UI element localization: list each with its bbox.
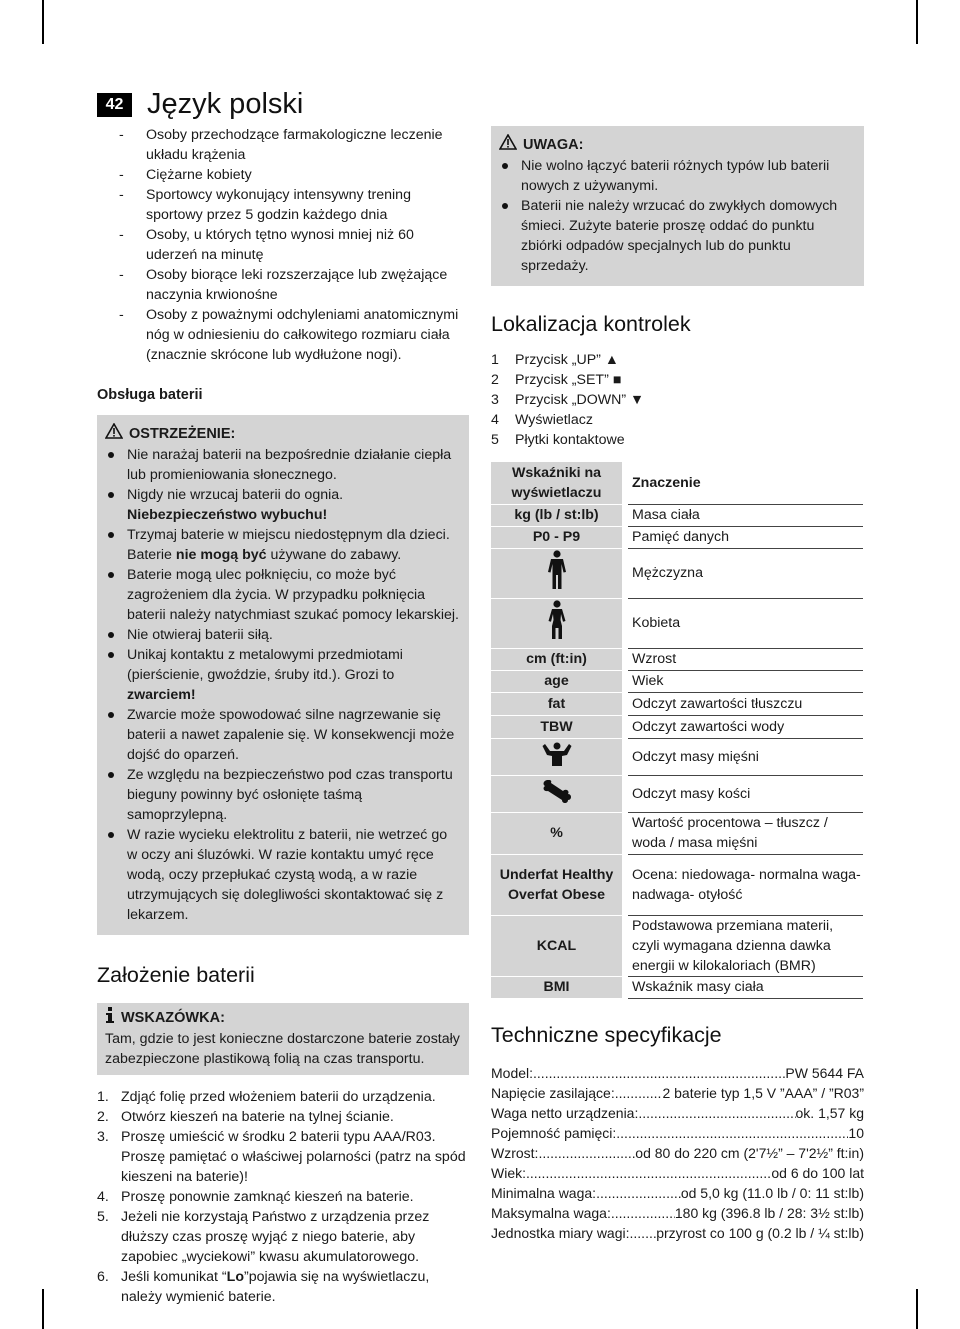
spec-label: Model:: [491, 1064, 534, 1081]
table-header: [491, 462, 863, 504]
spec-label: Wzrost:: [491, 1144, 539, 1161]
meaning-cell: Wiek: [625, 670, 863, 692]
table-row: [491, 504, 863, 526]
list-item: 2. Otwórz kieszeń na baterie na tylnej ścianie.: [97, 1109, 394, 1125]
crop-mark: [42, 1289, 44, 1329]
spec-row: [491, 1203, 864, 1223]
list-item: Nigdy nie wrzucaj baterii do ognia. Niebezpieczeństwo wybuchu!: [105, 485, 461, 525]
indicator-cell: BMI: [491, 976, 625, 998]
list-item: W razie wycieku elektrolitu z baterii, nie wetrzeć go w oczy ani śluzówki. W razie kontaktu umyć ręce wodą, oczy przepłukać czystą wodą, a w razie utrzymujących się dolegliwości skontaktować się z lekarzem.: [105, 825, 461, 925]
spec-row: [491, 1223, 864, 1243]
specs-list: [491, 1063, 864, 1243]
list-item: 3 Przycisk „DOWN” ▼: [491, 392, 645, 408]
list-item: Trzymaj baterie w miejscu niedostępnym dla dzieci. Baterie nie mogą być używane do zabawy.: [105, 525, 461, 565]
spec-label: Napięcie zasilające:: [491, 1084, 615, 1101]
list-item: 1 Przycisk „UP” ▲: [491, 352, 619, 368]
table-row: [491, 854, 863, 915]
crop-mark: [42, 0, 44, 44]
list-item: Ze względu na bezpieczeństwo pod czas transportu bieguny powinny być osłonięte taśmą samoprzylepną.: [105, 765, 461, 825]
table-body: [491, 504, 863, 998]
list-item: - Osoby, u których tętno wynosi mniej niż 60 uderzeń na minutę: [97, 225, 469, 265]
list-item: 6. Jeśli komunikat “Lo”pojawia się na wyświetlaczu, należy wymienić baterie.: [97, 1269, 430, 1305]
hint-title-row: [105, 1007, 461, 1029]
table-row: [491, 526, 863, 548]
table-row: [491, 915, 863, 976]
controls-list: [491, 350, 864, 450]
spec-label: Minimalna waga:: [491, 1184, 597, 1201]
spec-row: [491, 1103, 864, 1123]
spec-value: PW 5644 FA: [785, 1064, 864, 1081]
spec-value: przyrost co 100 g (0.2 lb / ¼ st:lb): [656, 1224, 864, 1241]
list-item: 2 Przycisk „SET” ■: [491, 372, 622, 388]
list-item: - Osoby z poważnymi odchyleniami anatomicznymi nóg w odniesieniu do całkowitego rozmiaru ciała (znacznie skrócone lub wydłużone nogi).: [97, 305, 469, 365]
warning-box: [97, 415, 469, 935]
meaning-cell: Odczyt zawartości wody: [625, 715, 863, 738]
spec-row: [491, 1063, 864, 1083]
meaning-cell: Odczyt masy kości: [625, 775, 863, 812]
meaning-cell: Ocena: niedowaga- normalna waga- nadwaga- otyłość: [625, 854, 863, 915]
spec-label: Jednostka miary wagi:: [491, 1224, 630, 1241]
hint-text: Tam, gdzie to jest konieczne dostarczone baterie zostały zabezpieczone plastikową folią na czas transportu.: [105, 1031, 460, 1067]
female-figure-icon: [546, 628, 568, 644]
left-column: [97, 125, 469, 1307]
crop-mark: [916, 0, 918, 44]
list-item: Nie narażaj baterii na bezpośrednie działanie ciepła lub promieniowania słonecznego.: [105, 445, 461, 485]
crop-mark: [916, 1289, 918, 1329]
spec-leader-dots: [526, 1163, 771, 1183]
list-item: - Osoby przechodzące farmakologiczne leczenie układu krążenia: [97, 125, 469, 165]
warning-triangle-icon: [105, 423, 123, 445]
indicator-cell: [491, 738, 625, 775]
table-row: [491, 670, 863, 692]
meaning-cell: Wskaźnik masy ciała: [625, 976, 863, 998]
indicator-cell: [491, 548, 625, 598]
table-row: [491, 976, 863, 998]
table-header-cell: Znaczenie: [625, 462, 863, 504]
specs-heading: Techniczne specyfikacje: [491, 1022, 722, 1047]
indicator-cell: KCAL: [491, 915, 625, 976]
list-item: Nie wolno łączyć baterii różnych typów lub baterii nowych z używanymi.: [499, 156, 856, 196]
list-item: 5 Płytki kontaktowe: [491, 432, 625, 448]
muscle-icon: [542, 755, 572, 771]
spec-leader-dots: [630, 1223, 657, 1243]
hint-title: WSKAZÓWKA:: [121, 1010, 225, 1026]
list-item: - Sportowcy wykonujący intensywny trening sportowy przez 5 godzin każdego dnia: [97, 185, 469, 225]
table-row: [491, 812, 863, 854]
page-number: 42: [97, 93, 132, 117]
list-item: - Osoby biorące leki rozszerzające lub zwężające naczynia krwionośne: [97, 265, 469, 305]
table-row: [491, 598, 863, 648]
info-icon: [105, 1007, 115, 1029]
meaning-cell: Mężczyzna: [625, 548, 863, 598]
male-figure-icon: [546, 578, 568, 594]
list-item: 1. Zdjąć folię przed włożeniem baterii do urządzenia.: [97, 1089, 436, 1105]
spec-label: Wiek:: [491, 1164, 526, 1181]
controls-heading: Lokalizacja kontrolek: [491, 312, 691, 336]
table-row: [491, 692, 863, 715]
meaning-cell: Wartość procentowa – tłuszcz / woda / masa mięśni: [625, 812, 863, 854]
spec-label: Pojemność pamięci:: [491, 1124, 617, 1141]
table-row: [491, 775, 863, 812]
right-column: [491, 126, 864, 1243]
indicator-cell: TBW: [491, 715, 625, 738]
warning-list: [105, 445, 461, 925]
spec-value: od 6 do 100 lat: [771, 1164, 864, 1181]
spec-label: Waga netto urządzenia:: [491, 1104, 639, 1121]
indicator-cell: [491, 775, 625, 812]
indicator-cell: %: [491, 812, 625, 854]
list-item: 4. Proszę ponownie zamknąć kieszeń na baterie.: [97, 1189, 414, 1205]
bone-icon: [542, 792, 572, 808]
indicator-cell: P0 - P9: [491, 526, 625, 548]
list-item: Baterie mogą ulec połknięciu, co może być zagrożeniem dla życia. W przypadku połknięcia baterii należy natychmiast szukać pomocy lekarskiej.: [105, 565, 461, 625]
spec-leader-dots: [538, 1143, 635, 1163]
indicator-cell: kg (lb / st:lb): [491, 504, 625, 526]
indicator-cell: age: [491, 670, 625, 692]
spec-value: 10: [848, 1124, 864, 1141]
meaning-cell: Kobieta: [625, 598, 863, 648]
warning-title-row: [105, 423, 461, 445]
spec-leader-dots: [615, 1083, 663, 1103]
spec-leader-dots: [638, 1103, 795, 1123]
spec-row: [491, 1083, 864, 1103]
list-item: Zwarcie może spowodować silne nagrzewanie się baterii a nawet zapalenie się. W konsekwencji może dojść do oparzeń.: [105, 705, 461, 765]
spec-label: Maksymalna waga:: [491, 1204, 611, 1221]
caution-box: [491, 126, 864, 286]
hint-box: [97, 1003, 469, 1075]
spec-value: od 80 do 220 cm (2'7½” – 7'2½” ft:in): [635, 1144, 864, 1161]
contraindication-list: [97, 125, 469, 365]
table-row: [491, 548, 863, 598]
indicator-cell: [491, 598, 625, 648]
caution-title-row: [499, 134, 856, 156]
battery-heading: Obsługa baterii: [97, 387, 203, 403]
spec-leader-dots: [596, 1183, 681, 1203]
spec-value: ok. 1,57 kg: [795, 1104, 864, 1121]
spec-value: 180 kg (396.8 lb / 28: 3½ st:lb): [674, 1204, 864, 1221]
spec-leader-dots: [611, 1203, 675, 1223]
table-header-cell: Wskaźniki na wyświetlaczu: [491, 462, 625, 504]
indicator-cell: Underfat Healthy Overfat Obese: [491, 854, 625, 915]
install-heading: Założenie baterii: [97, 963, 255, 987]
indicator-table: [491, 462, 863, 999]
list-item: 5. Jeżeli nie korzystają Państwo z urządzenia przez dłuższy czas proszę wyjąć z niego baterie, aby zapobiec „wyciekowi” kwasu akumulatorowego.: [97, 1209, 430, 1265]
list-item: - Ciężarne kobiety: [97, 165, 469, 185]
list-item: Baterii nie należy wrzucać do zwykłych domowych śmieci. Zużyte baterie proszę oddać do punktu zbiórki odpadów specjalnych lub do punktu sprzedaży.: [499, 196, 856, 276]
indicator-cell: cm (ft:in): [491, 648, 625, 670]
warning-title: OSTRZEŻENIE:: [129, 426, 236, 442]
spec-row: [491, 1143, 864, 1163]
table-row: [491, 715, 863, 738]
table-row: [491, 648, 863, 670]
spec-row: [491, 1123, 864, 1143]
spec-value: 2 baterie typ 1,5 V ”AAA” / ”R03”: [662, 1084, 864, 1101]
meaning-cell: Wzrost: [625, 648, 863, 670]
table-row: [491, 738, 863, 775]
list-item: 4 Wyświetlacz: [491, 412, 593, 428]
warning-triangle-icon: [499, 134, 517, 156]
spec-value: od 5,0 kg (11.0 lb / 0: 11 st:lb): [680, 1184, 864, 1201]
page-title: Język polski: [147, 88, 304, 120]
install-steps: [97, 1087, 469, 1307]
caution-list: [499, 156, 856, 276]
list-item: Nie otwieraj baterii siłą.: [105, 625, 461, 645]
meaning-cell: Masa ciała: [625, 504, 863, 526]
indicator-cell: fat: [491, 692, 625, 715]
caution-title: UWAGA:: [523, 137, 584, 153]
meaning-cell: Pamięć danych: [625, 526, 863, 548]
meaning-cell: Odczyt zawartości tłuszczu: [625, 692, 863, 715]
meaning-cell: Odczyt masy mięśni: [625, 738, 863, 775]
spec-row: [491, 1163, 864, 1183]
list-item: Unikaj kontaktu z metalowymi przedmiotami (pierścienie, gwoździe, śruby itd.). Grozi to zwarciem!: [105, 645, 461, 705]
meaning-cell: Podstawowa przemiana materii, czyli wymagana dzienna dawka energii w kilokaloriach (BMR): [625, 915, 863, 976]
spec-leader-dots: [616, 1123, 848, 1143]
spec-leader-dots: [533, 1063, 785, 1083]
spec-row: [491, 1183, 864, 1203]
list-item: 3. Proszę umieścić w środku 2 baterii typu AAA/R03. Proszę pamiętać o właściwej polarności (patrz na spód kieszeni na baterie)!: [97, 1129, 466, 1185]
